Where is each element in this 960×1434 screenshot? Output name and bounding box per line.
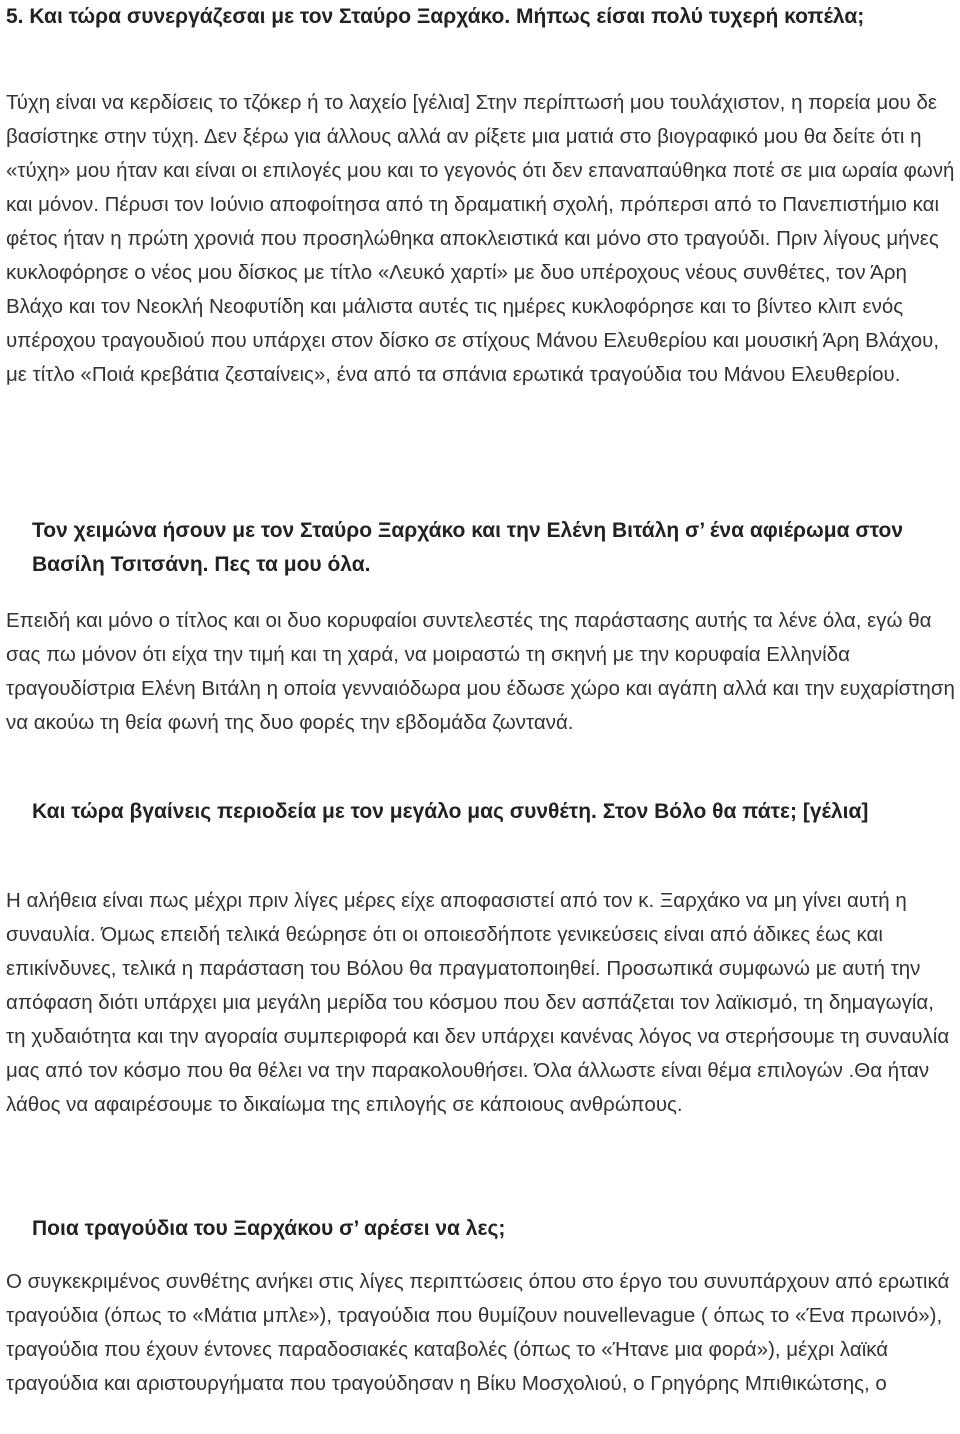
question-7-text: Και τώρα βγαίνεις περιοδεία με τον μεγάλο μας συνθέτη. Στον Βόλο θα πάτε; [γέλια] (32, 800, 869, 823)
question-6-number (6, 514, 32, 548)
answer-5-paragraph: Τύχη είναι να κερδίσεις το τζόκερ ή το λαχείο [γέλια] Στην περίπτωσή μου τουλάχιστον, η πορεία μου δε βασίστηκε στην τύχη. Δεν ξέρω για άλλους αλλά αν ρίξετε μια ματιά στο βιογραφικό μου θα δείτε ότι η «τύχη» μου ήταν και είναι οι επιλογές μου και το γεγονός ότι δεν επαναπαύθηκα ποτέ σε μια ωραία φωνή και μόνον. Πέρυσι τον Ιούνιο αποφοίτησα από τη δραματική σχολή, πρόπερσι από το Πανεπιστήμιο και φέτος ήταν η πρώτη χρονιά που προσηλώθηκα αποκλειστικά και μόνο στο τραγούδι. Πριν λίγους μήνες κυκλοφόρησε ο νέος μου δίσκος με τίτλο «Λευκό χαρτί» με δυο υπέροχους νέους συνθέτες, τον Άρη Βλάχο και τον Νεοκλή Νεοφυτίδη και μάλιστα αυτές τις ημέρες κυκλοφόρησε και το βίντεο κλιπ ενός υπέροχου τραγουδιού που υπάρχει στον δίσκο σε στίχους Μάνου Ελευθερίου και μουσική Άρη Βλάχου, με τίτλο «Ποιά κρεβάτια ζεσταίνεις», ένα από τα σπάνια ερωτικά τραγούδια του Μάνου Ελευθερίου. (6, 91, 955, 386)
question-6-heading (6, 514, 960, 582)
answer-7-paragraph: Η αλήθεια είναι πως μέχρι πριν λίγες μέρες είχε αποφασιστεί από τον κ. Ξαρχάκο να μη γίνει αυτή η συναυλία. Όμως επειδή τελικά θεώρησε ότι οι οποιεσδήποτε γενικεύσεις είναι από άδικες έως και επικίνδυνες, τελικά η παράσταση του Βόλου θα πραγματοποιηθεί. Προσωπικά συμφωνώ με αυτή την απόφαση διότι υπάρχει μια μεγάλη μερίδα του κόσμου που δεν ασπάζεται τον λαϊκισμό, τη δημαγωγία, τη χυδαιότητα και την αγοραία συμπεριφορά και δεν υπάρχει κανένας λόγος να στερήσουμε τη συναυλία μας από τον κόσμο που θα θέλει να την παρακολουθήσει. Όλα άλλωστε είναι θέμα επιλογών .Θα ήταν λάθος να αφαιρέσουμε το δικαίωμα της επιλογής σε κάποιους ανθρώπους. (6, 889, 950, 1116)
question-7-number (6, 795, 32, 829)
question-8-text: Ποια τραγούδια του Ξαρχάκου σ’ αρέσει να λες; (32, 1217, 506, 1240)
answer-8-paragraph: Ο συγκεκριμένος συνθέτης ανήκει στις λίγες περιπτώσεις όπου στο έργο του συνυπάρχουν από ερωτικά τραγούδια (όπως το «Μάτια μπλε»), τραγούδια που θυμίζουν nouvellevague ( όπως το «Ένα πρωινό»), τραγούδια που έχουν έντονες παραδοσιακές καταβολές (όπως το «Ήτανε μια φορά»), μέχρι λαϊκά τραγούδια και αριστουργήματα που τραγούδησαν η Βίκυ Μοσχολιού, ο Γρηγόρης Μπιθικώτσης, ο (6, 1270, 950, 1395)
question-5-heading: 5. Και τώρα συνεργάζεσαι με τον Σταύρο Ξαρχάκο. Μήπως είσαι πολύ τυχερή κοπέλα; (6, 5, 865, 28)
question-7-heading (6, 795, 960, 829)
question-6-text: Τον χειμώνα ήσουν με τον Σταύρο Ξαρχάκο και την Ελένη Βιτάλη σ’ ένα αφιέρωμα στον Βασίλη Τσιτσάνη. Πες τα μου όλα. (32, 519, 904, 576)
question-8-number (6, 1212, 32, 1246)
answer-6-paragraph: Επειδή και μόνο ο τίτλος και οι δυο κορυφαίοι συντελεστές της παράστασης αυτής τα λένε όλα, εγώ θα σας πω μόνον ότι είχα την τιμή και τη χαρά, να μοιραστώ τη σκηνή με την κορυφαία Ελληνίδα τραγουδίστρια Ελένη Βιτάλη η οποία γενναιόδωρα μου έδωσε χώρο και αγάπη αλλά και την ευχαρίστηση να ακούω τη θεία φωνή της δυο φορές την εβδομάδα ζωντανά. (6, 609, 955, 734)
question-8-heading (6, 1212, 960, 1246)
